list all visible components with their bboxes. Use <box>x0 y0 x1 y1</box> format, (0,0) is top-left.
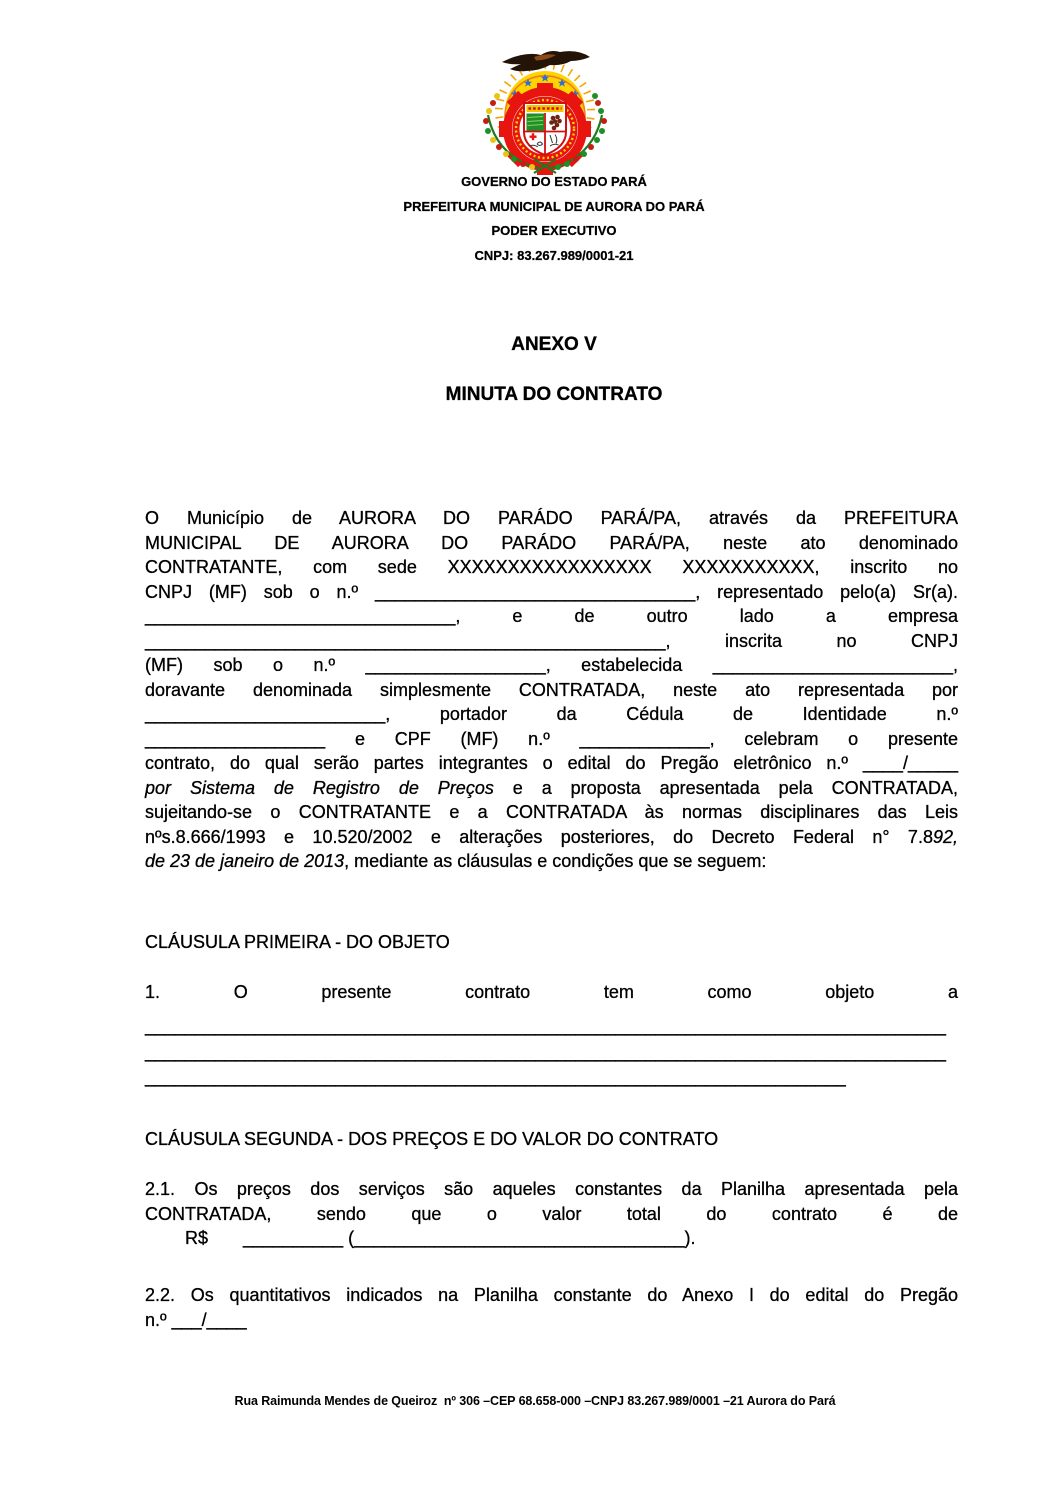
org-header <box>147 173 961 271</box>
clause2-heading: CLÁUSULA SEGUNDA - DOS PREÇOS E DO VALOR DO CONTRATO <box>145 1129 719 1149</box>
text-line: CONTRATANTE, com sede XXXXXXXXXXXXXXXXX XXXXXXXXXXX, inscrito no <box>145 557 958 577</box>
text-line: nºs.8.666/1993 e 10.520/2002 e alterações posteriores, do Decreto Federal n° 7.892, <box>145 826 958 847</box>
clause2-item-2-1 <box>145 1177 958 1251</box>
text-line: ________________________, portador da Cédula de Identidade n.º <box>145 704 958 724</box>
text-line: doravante denominada simplesmente CONTRATADA, neste ato representada por <box>145 679 958 700</box>
text-line: CNPJ: 83.267.989/0001-21 <box>474 247 634 263</box>
text-line: 1. O presente contrato tem como objeto a <box>145 982 958 1002</box>
text-line: __________________ e CPF (MF) n.º _____________, celebram o presente <box>145 728 958 749</box>
text-line: (MF) sob o n.º __________________, estabelecida ________________________, <box>145 655 958 675</box>
text-line: ________________________________________________________________________________ <box>145 1016 946 1036</box>
text-line: GOVERNO DO ESTADO PARÁ <box>461 174 647 189</box>
document-title: MINUTA DO CONTRATO <box>445 384 663 405</box>
text-line: ______________________________________________________________________ <box>145 1067 846 1087</box>
clause1-blank-lines <box>145 1014 958 1091</box>
text-line: ________________________________________________________________________________ <box>145 1041 946 1062</box>
text-line: R$ __________ (_________________________________). <box>145 1228 696 1248</box>
contract-intro-paragraph <box>145 506 958 874</box>
text-line: 2.1. Os preços dos serviços são aqueles constantes da Planilha apresentada pela <box>145 1179 958 1199</box>
annex-title: ANEXO V <box>511 334 597 355</box>
text-line: de 23 de janeiro de 2013, mediante as cláusulas e condições que se seguem: <box>145 851 767 871</box>
text-line: por Sistema de Registro de Preços e a proposta apresentada pela CONTRATADA, <box>145 777 958 798</box>
footer-address: Rua Raimunda Mendes de Queiroz nº 306 –CEP 68.658-000 –CNPJ 83.267.989/0001 –21 Aurora do Pará <box>234 1394 836 1408</box>
coat-of-arms <box>438 47 652 177</box>
text-line: contrato, do qual serão partes integrantes o edital do Pregão eletrônico n.º ____/_____ <box>145 753 958 773</box>
text-line: CONTRATADA, sendo que o valor total do contrato é de <box>145 1203 958 1224</box>
text-line: _______________________________, e de outro lado a empresa <box>145 606 958 626</box>
text-line: 2.2. Os quantitativos indicados na Planilha constante do Anexo I do edital do Pregão <box>145 1285 958 1305</box>
shield-icon <box>524 103 566 155</box>
text-line: ____________________________________________________, inscrita no CNPJ <box>145 630 958 651</box>
text-line: MUNICIPAL DE AURORA DO PARÁDO PARÁ/PA, neste ato denominado <box>145 532 958 553</box>
text-line: PODER EXECUTIVO <box>491 223 617 238</box>
clause2-item-2-2 <box>145 1283 958 1332</box>
text-line: sujeitando-se o CONTRATANTE e a CONTRATADA às normas disciplinares das Leis <box>145 802 958 822</box>
text-line: CNPJ (MF) sob o n.º ________________________________, representado pelo(a) Sr(a). <box>145 581 958 602</box>
clause1-item-line <box>145 980 958 1005</box>
text-line: PREFEITURA MUNICIPAL DE AURORA DO PARÁ <box>403 198 705 214</box>
text-line: n.º ___/____ <box>145 1309 247 1330</box>
text-line: O Município de AURORA DO PARÁDO PARÁ/PA, através da PREFEITURA <box>145 508 958 528</box>
clause1-heading: CLÁUSULA PRIMEIRA - DO OBJETO <box>145 932 450 952</box>
